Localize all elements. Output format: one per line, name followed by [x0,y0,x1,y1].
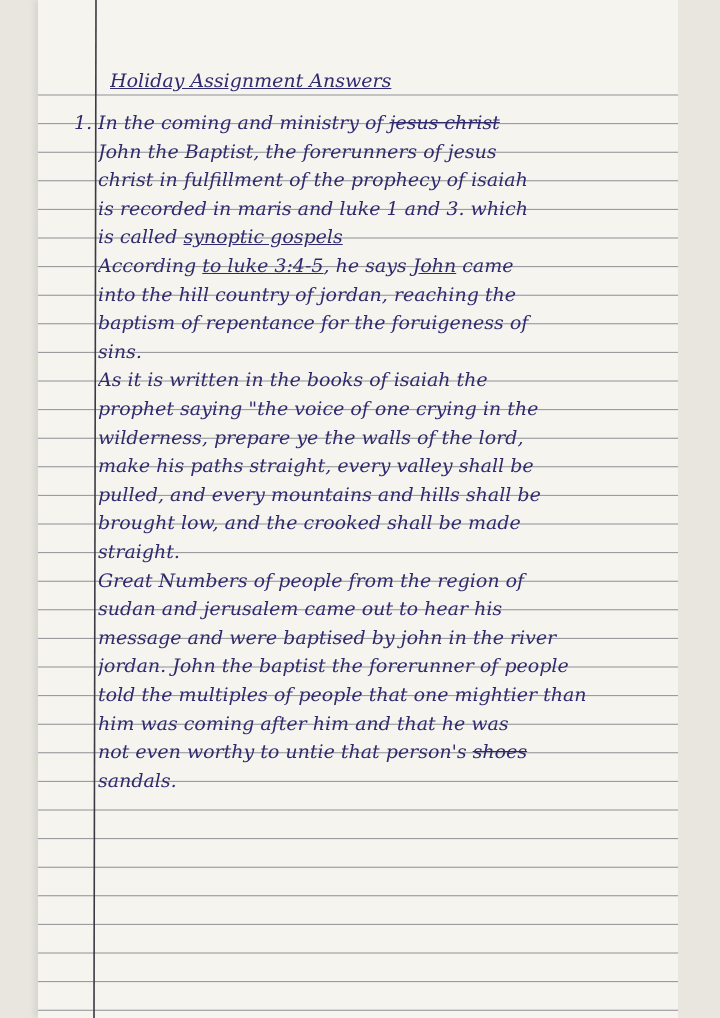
underlined-text: synoptic gospels [183,226,343,249]
line-segment: came [456,255,514,277]
text-line [98,481,678,509]
text-line [98,710,678,738]
line-segment: According [98,255,203,277]
underlined-text: John [412,255,457,277]
line-segment: is called [98,226,184,249]
text-line [98,338,678,366]
text-line [98,195,678,223]
line-segment: make his paths straight, every valley shall be [98,455,534,478]
text-line [98,424,678,452]
text-line [98,109,678,137]
line-segment: straight. [98,541,180,563]
line-segment: sudan and jerusalem came out to hear his [98,598,503,621]
line-segment: christ in fulfillment of the prophecy of isaiah [98,169,528,192]
text-line [98,538,678,566]
title-text: Holiday Assignment Answers [110,70,392,92]
line-segment: into the hill country of jordan, reaching the [98,283,517,306]
line-segment: him was coming after him and that he was [98,712,509,735]
text-line [98,681,678,709]
text-line [98,595,678,623]
line-segment: Great Numbers of people from the region of [98,569,525,592]
line-segment: sandals. [98,769,177,792]
page-title [110,67,690,95]
text-line [98,166,678,194]
text-line [98,567,678,595]
line-segment: As it is written in the books of isaiah the [98,369,488,392]
struck-out-word: shoes [472,741,528,764]
text-line [98,281,678,309]
line-segment: brought low, and the crooked shall be made [98,512,521,535]
text-line [98,309,678,337]
text-line [98,509,678,537]
line-segment: told the multiples of people that one mightier than [98,684,587,706]
text-line [98,767,678,795]
text-line [98,252,678,280]
line-segment: message and were baptised by john in the river [98,626,557,649]
line-segment: sins. [98,340,142,363]
text-line [98,395,678,423]
text-line [98,738,678,766]
line-segment: wilderness, prepare ye the walls of the lord, [98,426,524,449]
underlined-text: to luke 3:4-5 [202,255,324,277]
line-segment: is recorded in maris and luke 1 and 3. which [98,197,529,220]
text-line [98,138,678,166]
text-line [98,452,678,480]
line-segment: John the Baptist, the forerunners of jesus [98,140,497,163]
line-segment: jordan. John the baptist the forerunner of people [98,655,569,678]
line-segment: prophet saying "the voice of one crying in the [98,398,539,420]
text-line [98,223,678,251]
text-line [98,624,678,652]
item-number: 1. [74,112,93,134]
line-segment: pulled, and every mountains and hills shall be [98,483,541,506]
line-segment: not even worthy to untie that person's [98,741,473,764]
text-line [98,366,678,394]
line-segment: baptism of repentance for the foruigeness of [98,312,529,335]
notebook-page [38,0,678,1018]
line-segment: In the coming and ministry of [98,112,390,134]
struck-out-word: jesus christ [389,112,500,134]
text-line [98,652,678,680]
line-segment: , he says [323,255,413,277]
